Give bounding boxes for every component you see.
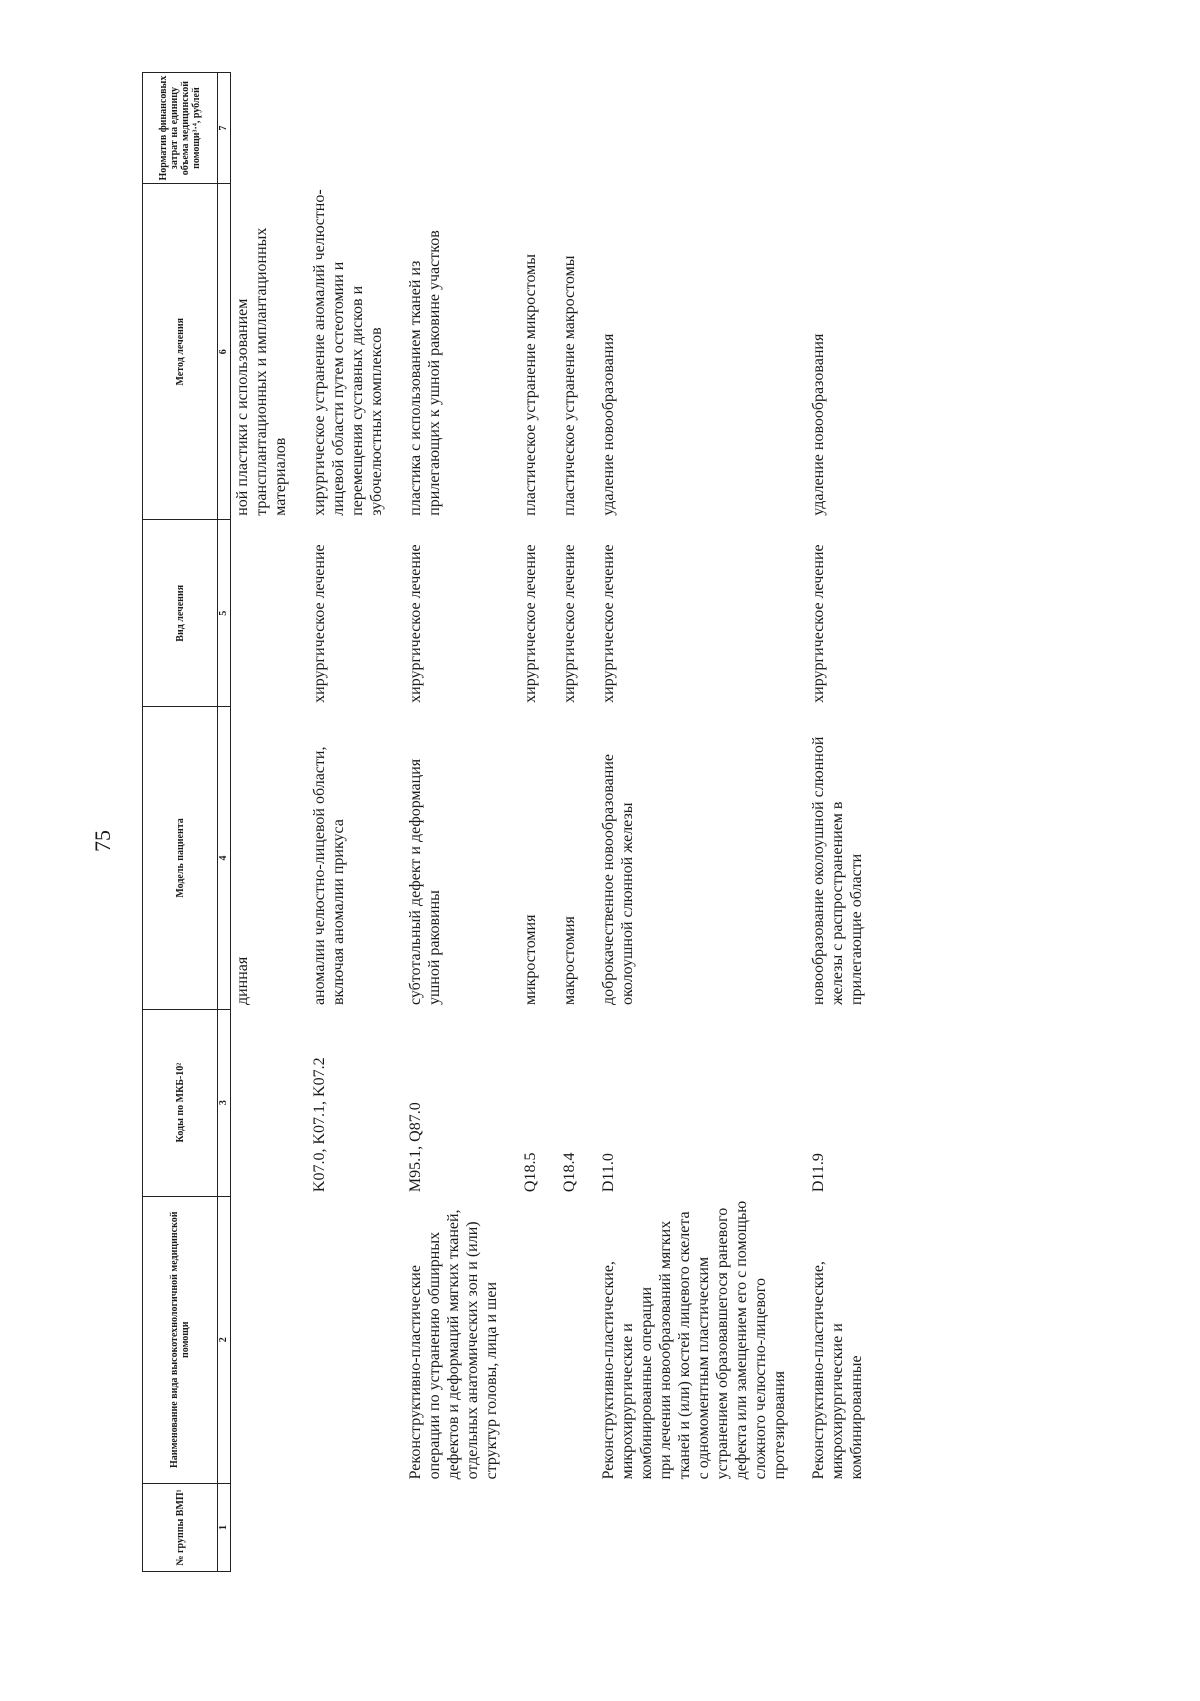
cell-model: новообразование околоушной слюнной железы с распространением в прилегающие области [810,736,865,1006]
table-row [807,73,884,1572]
cell-name [519,1196,558,1483]
cell-group [519,1483,558,1571]
cell-method: пластическое устранение микростомы [522,253,539,516]
column-number: 2 [218,1196,231,1483]
cell-treatment-type: хирургическое лечение [407,544,424,703]
table-row [558,73,597,1572]
column-number: 4 [218,707,231,1009]
cell-codes: M95.1, Q87.0 [407,1102,424,1193]
rotated-page-content [142,72,1200,1572]
cell-name [231,1196,309,1483]
cell-name: Реконструктивно-пластические операции по устранению обширных дефектов и деформаций мягких тканей, отдельных анатомических зон и (или) структур головы, лица и шеи [407,1209,500,1480]
header-care-type-name: Наименование вида высокотехнологичной медицинской помощи [143,1196,218,1483]
header-treatment-type: Вид лечения [143,520,218,707]
cell-cost [558,73,597,184]
cell-name [558,1196,597,1483]
table-row [308,73,404,1572]
cell-cost [807,73,884,184]
cell-group [308,1483,404,1571]
cell-name: Реконструктивно-пластические, микрохирургические и комбинированные операции при лечении новообразований мягких тканей и (или) костей лицевого скелета с одномоментным пластическим устранением образовавшегося раневого дефекта или замещением его с помощью сложного челюстно-лицевого протезирования [600,1200,788,1480]
cell-treatment-type: хирургическое лечение [311,544,328,703]
header-icd-codes: Коды по МКБ-10² [143,1009,218,1196]
header-group-number: № группы ВМП¹ [143,1483,218,1571]
cell-group [807,1483,884,1571]
cell-name: Реконструктивно-пластические, микрохирургические и комбинированные [810,1261,865,1480]
cell-method: пластическое устранение макростомы [561,255,578,516]
cell-group [597,1483,807,1571]
table-row [404,73,519,1572]
header-cost-standard: Норматив финансовых затрат на единицу объема медицинской помощи³·⁴, рублей [143,73,218,184]
cell-model: аномалии челюстно-лицевой области, включая аномалии прикуса [311,746,347,1006]
cell-group [404,1483,519,1571]
cell-model: субтотальный дефект и деформация ушной раковины [407,758,443,1006]
cell-treatment-type: хирургическое лечение [810,544,827,703]
cell-treatment-type: хирургическое лечение [561,544,578,703]
cell-codes: D11.0 [600,1153,617,1193]
cell-codes: Q18.5 [522,1152,539,1193]
cell-codes: D11.9 [810,1153,827,1193]
table-header-row [143,73,218,1572]
column-number-row [218,73,231,1572]
table-row [519,73,558,1572]
cell-method: удаление новообразования [810,333,827,516]
column-number: 6 [218,184,231,520]
cell-name [308,1196,404,1483]
cell-model: доброкачественное новообразование околоушной слюнной железы [600,754,636,1006]
cell-model: макростомия [561,916,578,1006]
cell-treatment-type: хирургическое лечение [522,544,539,703]
table-row [231,73,309,1572]
cell-treatment-type [231,520,309,707]
cell-cost [519,73,558,184]
header-patient-model: Модель пациента [143,707,218,1009]
header-treatment-method: Метод лечения [143,184,218,520]
cell-cost [231,73,309,184]
cell-method: хирургическое устранение аномалий челюстно-лицевой области путем остеотомии и перемещения суставных дисков и зубочелюстных комплексов [311,189,385,516]
table-row [597,73,807,1572]
column-number: 5 [218,520,231,707]
cell-codes: Q18.4 [561,1152,578,1193]
cell-method: ной пластики с использованием трансплантационных и имплантационных материалов [234,227,289,516]
cell-model: динная [234,956,251,1006]
cell-treatment-type: хирургическое лечение [600,544,617,703]
cell-cost [597,73,807,184]
treatment-table [142,72,884,1572]
column-number: 3 [218,1009,231,1196]
page-number: 75 [90,830,115,852]
column-number: 7 [218,73,231,184]
cell-cost [308,73,404,184]
cell-group [558,1483,597,1571]
column-number: 1 [218,1483,231,1571]
cell-codes [231,1009,309,1196]
cell-method: удаление новообразования [600,333,617,516]
cell-model: микростомия [522,914,539,1006]
cell-cost [404,73,519,184]
cell-method: пластика с использованием тканей из прилегающих к ушной раковине участков [407,230,443,516]
cell-group [231,1483,309,1571]
cell-codes: K07.0, K07.1, K07.2 [311,1057,328,1193]
